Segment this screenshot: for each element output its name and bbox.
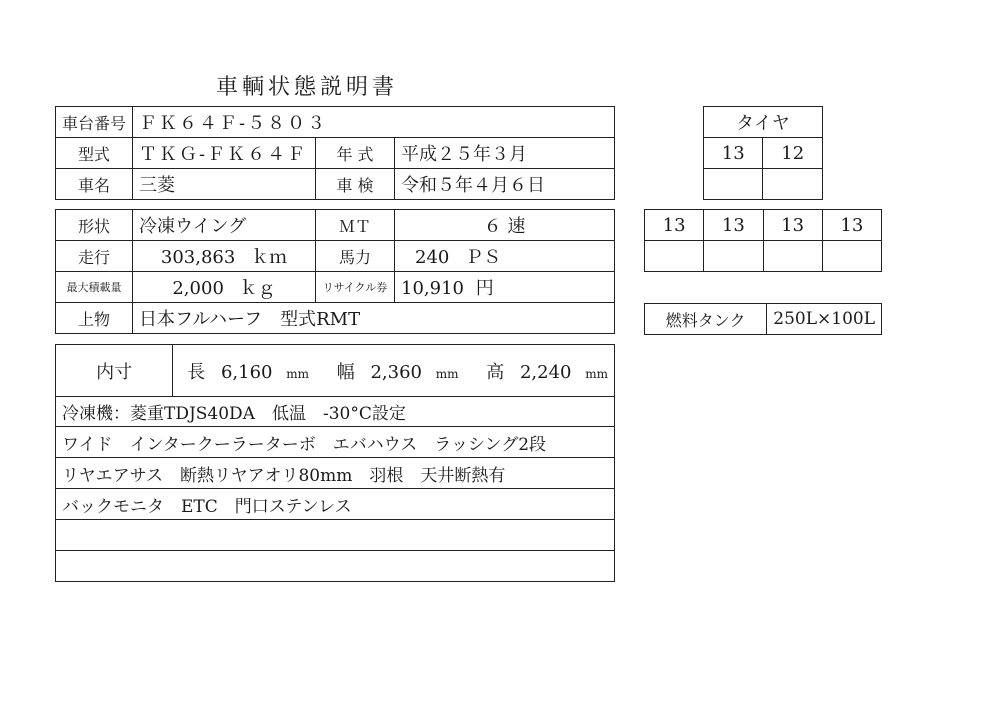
max-load-value: 2,000 (172, 278, 224, 299)
shape-label: 形状 (56, 210, 133, 241)
tire-front-right-blank (763, 169, 823, 200)
interior-dimensions (173, 345, 615, 397)
transmission-label: ＭＴ (316, 210, 395, 241)
length-unit: mm (286, 366, 309, 381)
tire-rear-3-blank (763, 241, 822, 272)
width-unit: mm (435, 366, 459, 381)
tire-rear-3: 13 (763, 210, 822, 241)
transmission-value: ６ 速 (395, 210, 615, 241)
mileage-value: 303,863 (160, 247, 236, 268)
fuel-tank-table (644, 303, 882, 335)
note-line-2: ワイド インタークーラーターボ エバハウス ラッシング2段 (56, 427, 615, 458)
note-line-1: 冷凍機：菱重TDJS40DA 低温 -30°C設定 (56, 397, 615, 427)
length-label: 長 (187, 361, 206, 383)
tire-rear-2: 13 (704, 210, 763, 241)
width-label: 幅 (336, 361, 355, 383)
body-label: 上物 (56, 303, 133, 334)
length-value: 6,160 (220, 361, 273, 383)
recycle-ticket-unit: 円 (475, 278, 494, 299)
height-label: 高 (486, 361, 505, 383)
shape-value: 冷凍ウイング (133, 210, 316, 241)
height-value: 2,240 (519, 361, 572, 383)
note-line-6 (56, 551, 615, 582)
chassis-number-value: ＦＫ６４Ｆ-５８０３ (133, 107, 615, 138)
max-load-label: 最大積載量 (56, 272, 133, 303)
vehicle-name-label: 車名 (56, 169, 133, 200)
fuel-tank-label: 燃料タンク (645, 304, 767, 335)
height-unit: mm (585, 366, 608, 381)
year-value: 平成２５年３月 (395, 138, 615, 169)
model-label: 型式 (56, 138, 133, 169)
horsepower-unit: ＰＳ (465, 247, 502, 268)
recycle-ticket-label: リサイクル券 (316, 272, 395, 303)
vehicle-name-value: 三菱 (133, 169, 316, 200)
interior-dimensions-label: 内寸 (56, 345, 173, 397)
vehicle-id-table (55, 106, 615, 200)
document-title: 車輌状態説明書 (216, 75, 399, 100)
year-label: 年 式 (316, 138, 395, 169)
mileage-label: 走行 (56, 241, 133, 272)
note-line-5 (56, 520, 615, 551)
tire-front-left-blank (704, 169, 763, 200)
model-value: ＴＫＧ-ＦＫ６４Ｆ (133, 138, 316, 169)
width-value: 2,360 (370, 361, 422, 383)
recycle-ticket-value: 10,910 (401, 278, 464, 299)
tire-rear-1-blank (645, 241, 704, 272)
tire-rear-2-blank (704, 241, 763, 272)
body-value: 日本フルハーフ 型式RMT (133, 303, 615, 334)
tire-front-table (703, 106, 823, 200)
note-line-4: バックモニタ ETC 門口ステンレス (56, 489, 615, 520)
horsepower-value: 240 (415, 247, 450, 268)
spec-table (55, 209, 615, 334)
tire-rear-4: 13 (822, 210, 881, 241)
tire-rear-1: 13 (645, 210, 704, 241)
chassis-number-label: 車台番号 (56, 107, 133, 138)
max-load-unit: ｋｇ (239, 278, 276, 299)
tire-label: タイヤ (704, 107, 823, 138)
inspection-value: 令和５年４月６日 (395, 169, 615, 200)
tire-front-right: 12 (763, 138, 823, 169)
note-line-3: リヤエアサス 断熱リヤアオリ80mm 羽根 天井断熱有 (56, 458, 615, 489)
horsepower-label: 馬力 (316, 241, 395, 272)
tire-front-left: 13 (704, 138, 763, 169)
tire-rear-table (644, 209, 882, 272)
mileage-unit: ｋｍ (251, 247, 288, 268)
tire-rear-4-blank (822, 241, 881, 272)
fuel-tank-value: 250L×100L (767, 304, 882, 335)
interior-table (55, 344, 615, 582)
inspection-label: 車 検 (316, 169, 395, 200)
